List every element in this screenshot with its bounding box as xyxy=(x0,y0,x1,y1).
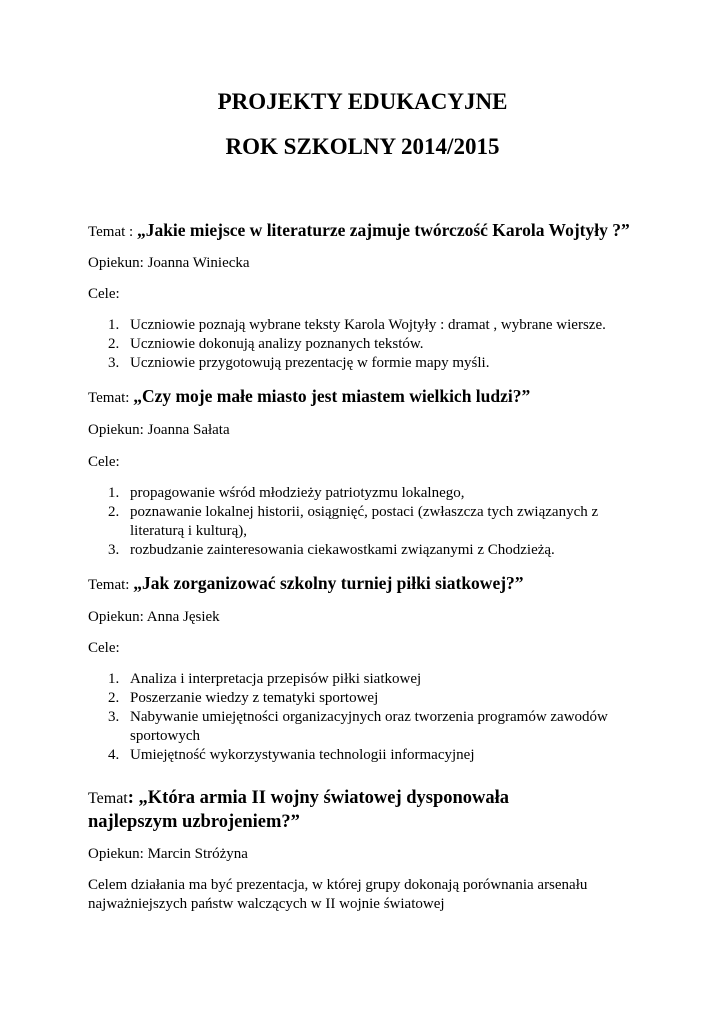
project-1 xyxy=(88,219,648,243)
project-1-goals-label-block xyxy=(88,285,648,304)
list-item xyxy=(88,316,648,335)
page-subtitle: ROK SZKOLNY 2014/2015 xyxy=(225,134,500,159)
topic-label: Temat : xyxy=(88,224,137,240)
list-number: 1. xyxy=(108,485,120,501)
project-3 xyxy=(88,572,648,596)
list-number: 1. xyxy=(108,671,120,687)
project-supervisor: Opiekun: Marcin Stróżyna xyxy=(88,846,248,862)
project-2-goals-label-block xyxy=(88,453,648,472)
list-text: Umiejętność wykorzystywania technologii informacyjnej xyxy=(130,747,475,763)
project-topic xyxy=(88,385,648,409)
topic-label: Temat xyxy=(88,790,128,807)
list-text: Nabywanie umiejętności organizacyjnych oraz tworzenia programów zawodów sportowych xyxy=(130,709,608,744)
goals-list xyxy=(88,670,648,765)
list-number: 3. xyxy=(108,355,120,371)
list-item xyxy=(88,541,648,560)
list-item xyxy=(88,335,648,354)
project-topic xyxy=(88,219,648,243)
list-text: propagowanie wśród młodzieży patriotyzmu lokalnego, xyxy=(130,485,465,501)
list-text: Analiza i interpretacja przepisów piłki siatkowej xyxy=(130,671,422,687)
list-number: 1. xyxy=(108,317,120,333)
topic-question: „Jak zorganizować szkolny turniej piłki siatkowej?” xyxy=(133,573,524,593)
goals-label: Cele: xyxy=(88,454,120,470)
list-item xyxy=(88,689,648,708)
list-item xyxy=(88,746,648,765)
list-item xyxy=(88,670,648,689)
goals-label: Cele: xyxy=(88,640,120,656)
list-text: Uczniowie dokonują analizy poznanych tekstów. xyxy=(130,336,424,352)
topic-question: „Jakie miejsce w literaturze zajmuje twórczość Karola Wojtyły ?” xyxy=(136,220,630,240)
topic-label: Temat: xyxy=(88,577,134,593)
project-3-goals-label-block xyxy=(88,639,648,658)
topic-question: „Czy moje małe miasto jest miastem wielkich ludzi?” xyxy=(133,386,531,406)
list-item xyxy=(88,354,648,373)
goals-list xyxy=(88,484,648,560)
project-2-supervisor-block xyxy=(88,421,648,440)
list-number: 2. xyxy=(108,504,120,520)
goals-label: Cele: xyxy=(88,286,120,302)
list-number: 2. xyxy=(108,336,120,352)
list-item xyxy=(88,708,648,746)
project-topic xyxy=(88,572,648,596)
project-4-description-block xyxy=(88,876,618,914)
list-item xyxy=(88,484,648,503)
project-3-supervisor-block xyxy=(88,608,648,627)
list-number: 3. xyxy=(108,542,120,558)
list-item xyxy=(88,503,648,541)
project-3-goals xyxy=(88,670,648,765)
project-supervisor: Opiekun: Anna Jęsiek xyxy=(88,609,220,625)
list-number: 3. xyxy=(108,709,120,725)
project-1-supervisor-block xyxy=(88,254,648,273)
project-4 xyxy=(88,786,588,834)
project-1-goals xyxy=(88,316,648,373)
list-number: 4. xyxy=(108,747,120,763)
list-text: poznawanie lokalnej historii, osiągnięć, postaci (zwłaszcza tych związanych z literaturą i kulturą), xyxy=(130,504,599,539)
project-4-supervisor-block xyxy=(88,845,648,864)
topic-label: Temat: xyxy=(88,390,134,406)
project-topic xyxy=(88,786,588,834)
list-number: 2. xyxy=(108,690,120,706)
topic-question: : „Która armia II wojny światowej dysponowała najlepszym uzbrojeniem?” xyxy=(88,788,510,832)
project-supervisor: Opiekun: Joanna Winiecka xyxy=(88,255,250,271)
list-text: rozbudzanie zainteresowania ciekawostkami związanymi z Chodzieżą. xyxy=(130,542,555,558)
list-text: Uczniowie przygotowują prezentację w formie mapy myśli. xyxy=(130,355,490,371)
project-supervisor: Opiekun: Joanna Sałata xyxy=(88,422,230,438)
page-title: PROJEKTY EDUKACYJNE xyxy=(217,89,508,114)
list-text: Poszerzanie wiedzy z tematyki sportowej xyxy=(130,690,379,706)
project-2 xyxy=(88,385,648,409)
goals-list xyxy=(88,316,648,373)
list-text: Uczniowie poznają wybrane teksty Karola Wojtyły : dramat , wybrane wiersze. xyxy=(130,317,606,333)
project-2-goals xyxy=(88,484,648,560)
project-description: Celem działania ma być prezentacja, w której grupy dokonają porównania arsenału najważniejszych państw walczących w II wojnie światowej xyxy=(88,877,588,912)
